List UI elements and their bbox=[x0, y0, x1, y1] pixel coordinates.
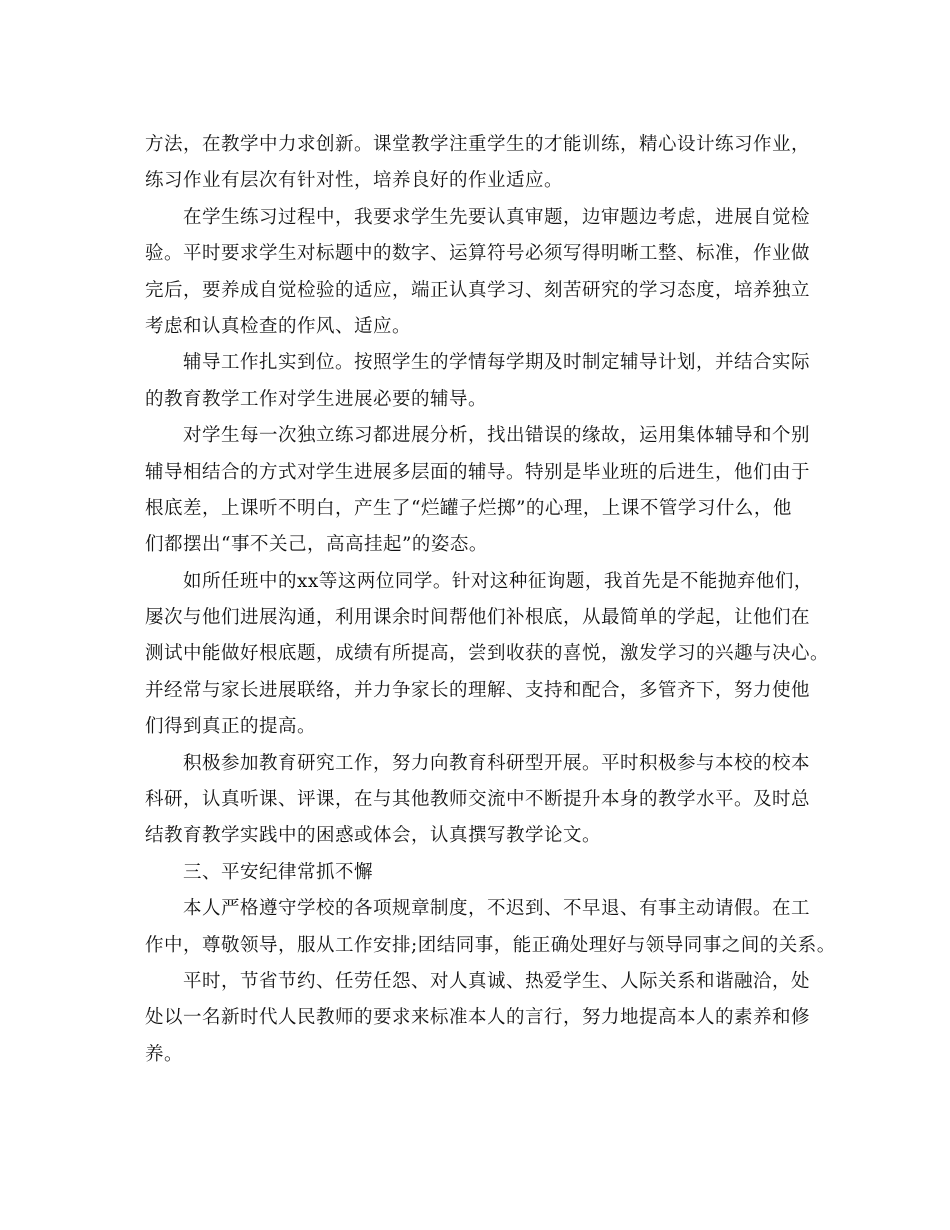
text-line: 根底差，上课听不明白，产生了“烂罐子烂掷”的心理，上课不管学习什么，他 bbox=[145, 497, 792, 519]
document-body bbox=[145, 127, 836, 1073]
text-line: 处以一名新时代人民教师的要求来标准本人的言行，努力地提高本人的素养和修 bbox=[145, 1007, 811, 1029]
text-line: 并经常与家长进展联络，并力争家长的理解、支持和配合，多管齐下，努力使他 bbox=[145, 679, 811, 701]
text-line: 本人严格遵守学校的各项规章制度，不迟到、不早退、有事主动请假。在工 bbox=[183, 898, 811, 920]
text-line: 辅导工作扎实到位。按照学生的学情每学期及时制定辅导计划，并结合实际 bbox=[183, 352, 811, 374]
text-line: 平时，节省节约、任劳任怨、对人真诚、热爱学生、人际关系和谐融洽，处 bbox=[183, 970, 811, 992]
text-line: 的教育教学工作对学生进展必要的辅导。 bbox=[145, 388, 488, 410]
text-line: 验。平时要求学生对标题中的数字、运算符号必须写得明晰工整、标准，作业做 bbox=[145, 243, 811, 265]
text-line: 结教育教学实践中的困惑或体会，认真撰写教学论文。 bbox=[145, 825, 602, 847]
section-heading: 三、平安纪律常抓不懈 bbox=[183, 861, 374, 883]
text-line: 考虑和认真检查的作风、适应。 bbox=[145, 315, 412, 337]
text-line: 屡次与他们进展沟通，利用课余时间帮他们补根底，从最简单的学起，让他们在 bbox=[145, 607, 811, 629]
text-line: 完后，要养成自觉检验的适应，端正认真学习、刻苦研究的学习态度，培养独立 bbox=[145, 279, 811, 301]
text-line: 练习作业有层次有针对性，培养良好的作业适应。 bbox=[145, 170, 564, 192]
text-line: 们得到真正的提高。 bbox=[145, 716, 317, 738]
text-line: 测试中能做好根底题，成绩有所提高，尝到收获的喜悦，激发学习的兴趣与决心。 bbox=[145, 643, 830, 665]
text-line: 们都摆出“事不关己，高高挂起”的姿态。 bbox=[145, 534, 488, 556]
text-line: 对学生每一次独立练习都进展分析，找出错误的缘故，运用集体辅导和个别 bbox=[183, 425, 811, 447]
text-line: 作中，尊敬领导，服从工作安排;团结同事，能正确处理好与领导同事之间的关系。 bbox=[145, 934, 836, 956]
text-line: 养。 bbox=[145, 1043, 184, 1065]
text-line: 方法，在教学中力求创新。课堂教学注重学生的才能训练，精心设计练习作业， bbox=[145, 134, 811, 155]
text-line: 积极参加教育研究工作，努力向教育科研型开展。平时积极参与本校的校本 bbox=[183, 752, 811, 774]
text-line: 科研，认真听课、评课，在与其他教师交流中不断提升本身的教学水平。及时总 bbox=[145, 789, 811, 811]
text-line: 在学生练习过程中，我要求学生先要认真审题，边审题边考虑，进展自觉检 bbox=[183, 206, 811, 228]
text-line: 如所任班中的xx等这两位同学。针对这种征询题，我首先是不能抛弃他们， bbox=[183, 570, 813, 592]
text-line: 辅导相结合的方式对学生进展多层面的辅导。特别是毕业班的后进生，他们由于 bbox=[145, 461, 811, 483]
